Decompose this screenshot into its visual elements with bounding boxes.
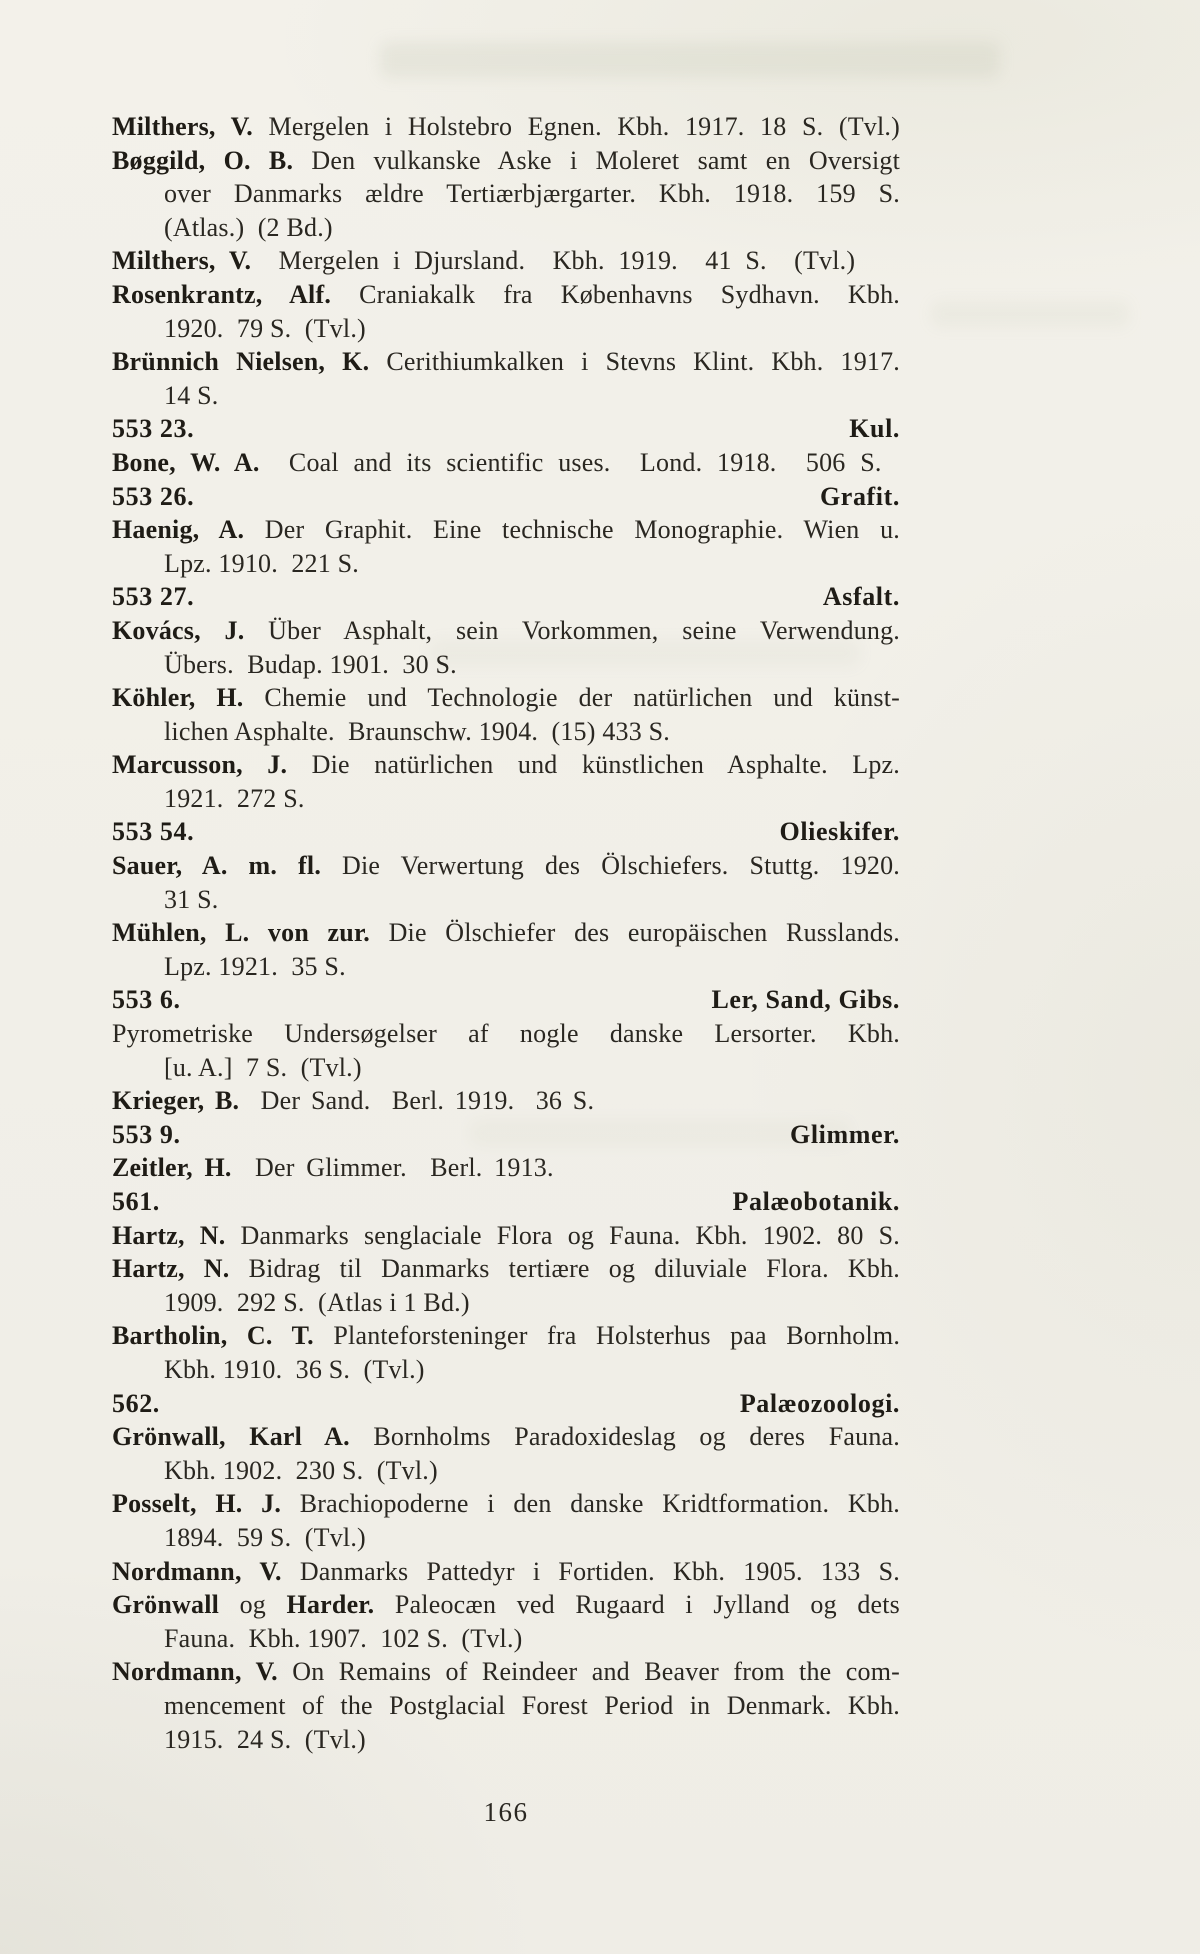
bib-line xyxy=(112,1219,900,1253)
author-name: Mühlen, L. von zur. xyxy=(112,918,371,948)
section-label: Palæobotanik. xyxy=(732,1187,900,1216)
author-name: Grönwall, Karl A. xyxy=(112,1422,350,1452)
entry-text: Bornholms Paradoxideslag og deres Fauna. xyxy=(349,1422,900,1452)
section-row xyxy=(112,983,900,1017)
entry-text: 31 S. xyxy=(164,884,219,914)
section-number: 553 6. xyxy=(112,985,181,1015)
entry-text: Chemie und Technologie der natürlichen und künst- xyxy=(243,683,900,713)
author-name: Zeitler, H. xyxy=(112,1153,232,1183)
section-number: 553 26. xyxy=(112,481,195,511)
bib-line xyxy=(112,379,900,413)
bib-line xyxy=(112,345,900,379)
author-name: Krieger, B. xyxy=(112,1086,240,1116)
section-number: 561. xyxy=(112,1187,160,1216)
entry-text: Der Graphit. Eine technische Monographie. Wien u. xyxy=(244,515,900,545)
entry-text: Über Asphalt, sein Vorkommen, seine Verwendung. xyxy=(244,615,900,645)
entry-text: Paleocæn ved Rugaard i Jylland og dets xyxy=(374,1590,900,1620)
section-label: Grafit. xyxy=(819,481,900,511)
bib-line xyxy=(112,211,900,245)
entry-text: over Danmarks ældre Tertiærbjærgarter. Kbh. 1918. 159 S. xyxy=(164,179,900,209)
entry-text: Übers. Budap. 1901. 30 S. xyxy=(164,649,457,679)
entry-text: 1920. 79 S. (Tvl.) xyxy=(164,313,366,343)
entry-text: (Atlas.) (2 Bd.) xyxy=(164,212,333,242)
bib-line xyxy=(112,849,900,883)
section-label: Palæozoologi. xyxy=(739,1388,900,1418)
author-name: Nordmann, V. xyxy=(112,1657,278,1687)
bibliography-text xyxy=(112,110,900,1756)
author-name: Nordmann, V. xyxy=(112,1556,282,1586)
section-label: Glimmer. xyxy=(790,1119,900,1149)
bib-line xyxy=(112,614,900,648)
section-number: 562. xyxy=(112,1388,160,1418)
section-number: 553 23. xyxy=(112,414,195,444)
bib-line xyxy=(112,144,900,178)
bib-line xyxy=(112,278,900,312)
bib-line xyxy=(112,1252,900,1286)
bib-line xyxy=(112,1017,900,1051)
bib-line xyxy=(112,950,900,984)
entry-text: Lpz. 1910. 221 S. xyxy=(164,548,359,578)
bib-line xyxy=(112,244,900,278)
bib-line xyxy=(112,1521,900,1555)
entry-text: Der Glimmer. Berl. 1913. xyxy=(231,1153,554,1183)
author-name: Köhler, H. xyxy=(112,683,244,713)
bib-line xyxy=(112,1487,900,1521)
author-name: Kovács, J. xyxy=(112,615,245,645)
section-label: Olieskifer. xyxy=(779,817,900,847)
author-name: Bøggild, O. B. xyxy=(112,145,294,175)
bib-line xyxy=(112,1286,900,1320)
author-name: Rosenkrantz, Alf. xyxy=(112,279,332,309)
entry-text: lichen Asphalte. Braunschw. 1904. (15) 433 S. xyxy=(164,716,670,746)
bib-line xyxy=(112,547,900,581)
author-name: Haenig, A. xyxy=(112,515,245,545)
entry-text: Planteforsteninger fra Holsterhus paa Bornholm. xyxy=(313,1321,901,1351)
bib-line xyxy=(112,177,900,211)
author-name: Bartholin, C. T. xyxy=(112,1321,314,1351)
author-name: Milthers, V. xyxy=(112,246,252,276)
entry-text: Danmarks senglaciale Flora og Fauna. Kbh. 1902. 80 S. xyxy=(225,1220,900,1250)
bib-line xyxy=(112,1319,900,1353)
entry-text: Pyrometriske Undersøgelser af nogle danske Lersorter. Kbh. xyxy=(112,1019,900,1049)
section-row xyxy=(112,815,900,849)
section-number: 553 27. xyxy=(112,582,195,612)
bib-line xyxy=(112,1420,900,1454)
entry-text: Die natürlichen und künstlichen Asphalte. Lpz. xyxy=(287,750,900,780)
page-number: 166 xyxy=(483,1797,529,1827)
bib-line xyxy=(112,1454,900,1488)
bib-line xyxy=(112,1655,900,1689)
bib-line xyxy=(112,1622,900,1656)
section-row xyxy=(112,580,900,614)
bleed-through-smudge xyxy=(930,300,1130,328)
entry-text: mencement of the Postglacial Forest Period in Denmark. Kbh. xyxy=(164,1690,900,1720)
entry-text: 1909. 292 S. (Atlas i 1 Bd.) xyxy=(164,1287,470,1317)
bib-line xyxy=(112,1555,900,1589)
author-name: Milthers, V. xyxy=(112,112,254,141)
author-name: Posselt, H. J. xyxy=(112,1489,282,1519)
entry-text: Die Ölschiefer des europäischen Russlands. xyxy=(370,918,900,948)
section-label: Asfalt. xyxy=(822,582,900,612)
bib-line xyxy=(112,1588,900,1622)
section-label: Kul. xyxy=(849,414,900,444)
bib-line xyxy=(112,782,900,816)
author-name: Sauer, A. m. fl. xyxy=(112,851,322,881)
bib-line xyxy=(112,1723,900,1757)
entry-text: Die Verwertung des Ölschiefers. Stuttg. 1920. xyxy=(321,851,900,881)
author-name: Brünnich Nielsen, K. xyxy=(112,347,370,377)
section-number: 553 9. xyxy=(112,1119,181,1149)
bib-line xyxy=(112,883,900,917)
author-name: Harder. xyxy=(286,1590,375,1620)
bleed-through-smudge xyxy=(380,42,1000,78)
entry-text: [u. A.] 7 S. (Tvl.) xyxy=(164,1052,362,1082)
entry-text: Kbh. 1902. 230 S. (Tvl.) xyxy=(164,1455,438,1485)
entry-text: Den vulkanske Aske i Moleret samt en Oversigt xyxy=(293,145,900,175)
entry-text: 1894. 59 S. (Tvl.) xyxy=(164,1522,366,1552)
bib-line xyxy=(112,312,900,346)
bib-line xyxy=(112,715,900,749)
entry-text: Bidrag til Danmarks tertiære og diluviale Flora. Kbh. xyxy=(229,1254,900,1284)
section-row xyxy=(112,1118,900,1152)
author-name: Hartz, N. xyxy=(112,1220,226,1250)
entry-text: 1915. 24 S. (Tvl.) xyxy=(164,1724,366,1754)
author-name: Hartz, N. xyxy=(112,1254,230,1284)
bib-line xyxy=(112,1353,900,1387)
section-number: 553 54. xyxy=(112,817,195,847)
bib-line xyxy=(112,1151,900,1185)
entry-text: Coal and its scientific uses. Lond. 1918. 506 S. xyxy=(259,447,882,477)
entry-text: Mergelen i Holstebro Egnen. Kbh. 1917. 18 S. (Tvl.) xyxy=(253,112,900,141)
entry-text: Danmarks Pattedyr i Fortiden. Kbh. 1905. 133 S. xyxy=(281,1556,900,1586)
entry-text: Fauna. Kbh. 1907. 102 S. (Tvl.) xyxy=(164,1623,523,1653)
entry-text: 1921. 272 S. xyxy=(164,783,305,813)
bib-line xyxy=(112,916,900,950)
bib-line xyxy=(112,681,900,715)
entry-text: 14 S. xyxy=(164,380,219,410)
section-row xyxy=(112,1185,900,1219)
entry-text: Mergelen i Djursland. Kbh. 1919. 41 S. (Tvl.) xyxy=(251,246,856,276)
entry-text: Brachiopoderne i den danske Kridtformation. Kbh. xyxy=(281,1489,900,1519)
entry-text: Kbh. 1910. 36 S. (Tvl.) xyxy=(164,1354,425,1384)
author-name: Marcusson, J. xyxy=(112,750,288,780)
bib-line xyxy=(112,1084,900,1118)
author-name: Bone, W. A. xyxy=(112,447,260,477)
author-name: Grönwall xyxy=(112,1590,220,1620)
bib-line xyxy=(112,110,900,144)
section-label: Ler, Sand, Gibs. xyxy=(711,985,900,1015)
entry-text: Der Sand. Berl. 1919. 36 S. xyxy=(239,1086,595,1116)
bib-line xyxy=(112,648,900,682)
entry-text: Cerithiumkalken i Stevns Klint. Kbh. 1917. xyxy=(369,347,900,377)
section-row xyxy=(112,1387,900,1421)
section-row xyxy=(112,412,900,446)
bib-line xyxy=(112,1051,900,1085)
bib-line xyxy=(112,513,900,547)
entry-text: Lpz. 1921. 35 S. xyxy=(164,951,346,981)
bib-line xyxy=(112,748,900,782)
section-row xyxy=(112,480,900,514)
entry-text: On Remains of Reindeer and Beaver from the com- xyxy=(277,1657,900,1687)
entry-text: og xyxy=(219,1590,287,1620)
entry-text: Craniakalk fra Københavns Sydhavn. Kbh. xyxy=(331,279,900,309)
bib-line xyxy=(112,446,900,480)
bib-line xyxy=(112,1689,900,1723)
